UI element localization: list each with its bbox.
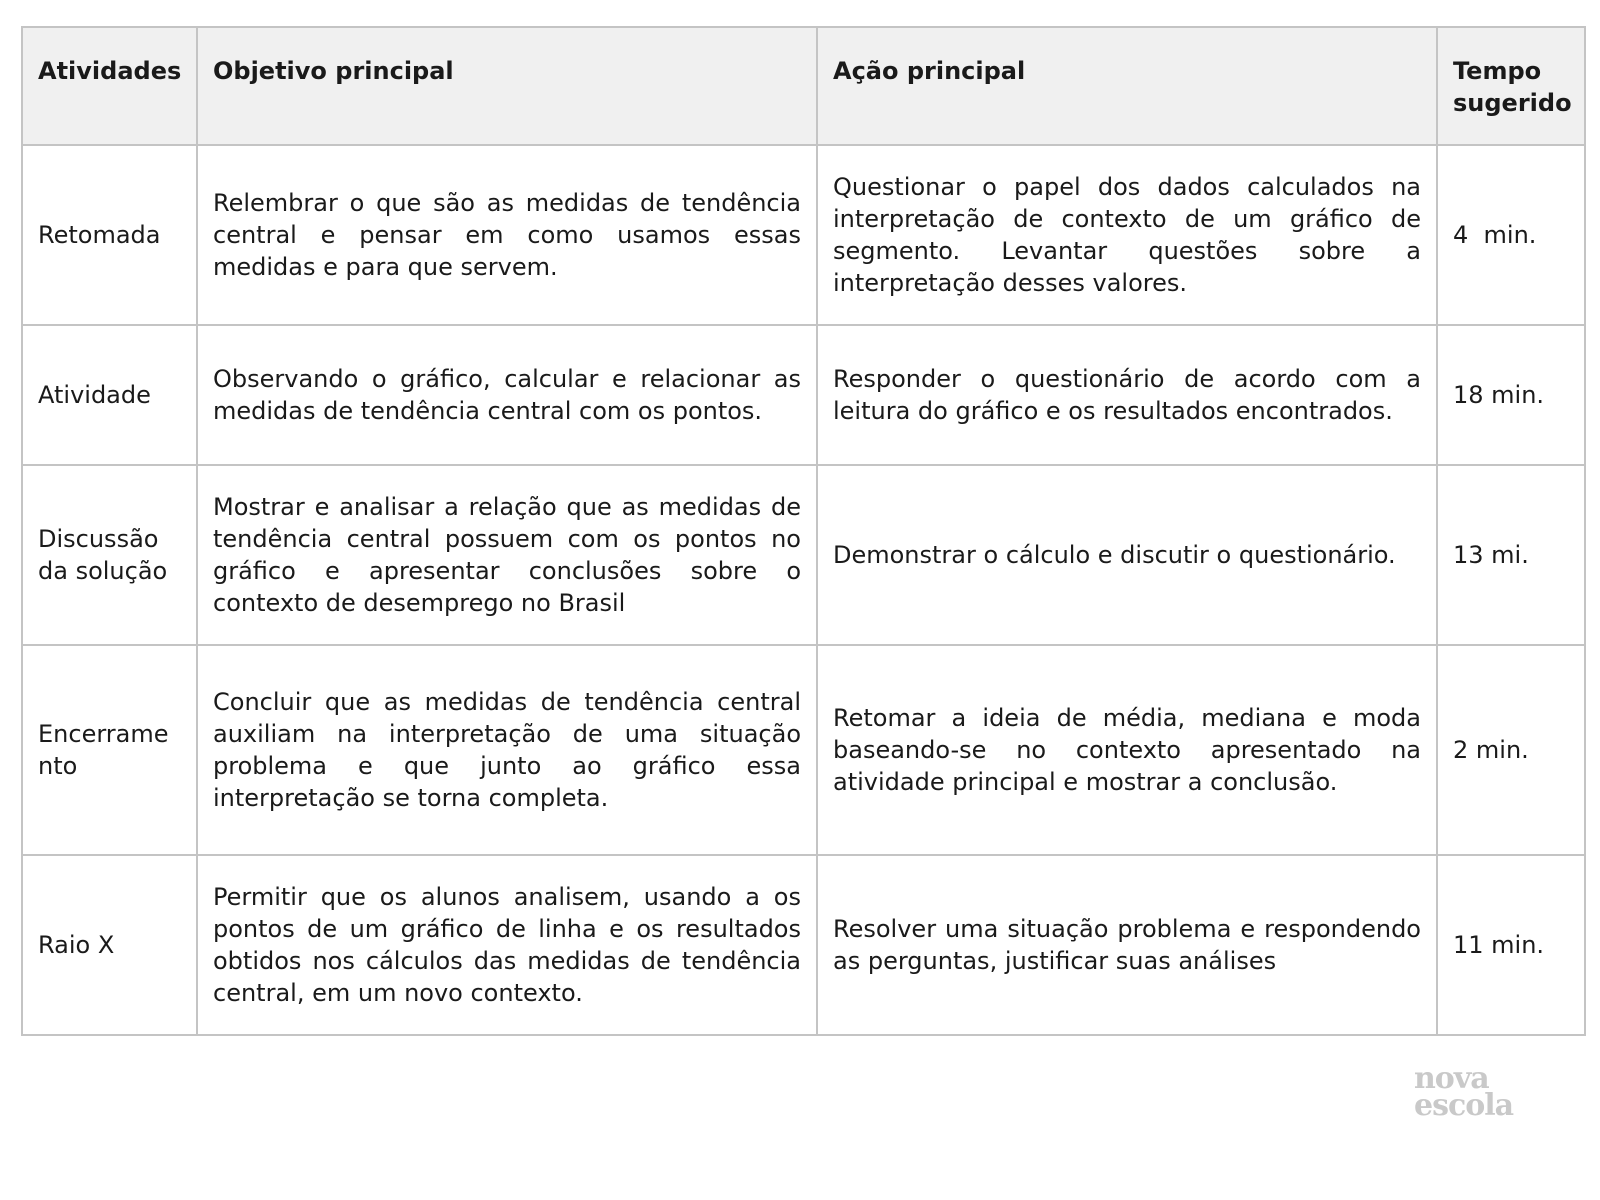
- cell-tempo: 11 min.: [1437, 855, 1585, 1035]
- cell-objetivo: Observando o gráfico, calcular e relacionar as medidas de tendência central com os pontos.: [197, 325, 817, 465]
- cell-objetivo: Relembrar o que são as medidas de tendência central e pensar em como usamos essas medidas e para que servem.: [197, 145, 817, 325]
- cell-objetivo: Mostrar e analisar a relação que as medidas de tendência central possuem com os pontos no gráfico e apresentar conclusões sobre o contexto de desemprego no Brasil: [197, 465, 817, 645]
- table-row: [22, 325, 1585, 465]
- cell-tempo: 2 min.: [1437, 645, 1585, 855]
- logo-line-escola: escola: [1414, 1088, 1514, 1123]
- table-row: [22, 855, 1585, 1035]
- nova-escola-logo: [1414, 1061, 1514, 1123]
- cell-tempo: 18 min.: [1437, 325, 1585, 465]
- cell-acao: Retomar a ideia de média, mediana e moda baseando-se no contexto apresentado na atividade principal e mostrar a conclusão.: [817, 645, 1437, 855]
- header-acao: Ação principal: [817, 27, 1437, 145]
- cell-atividade: Raio X: [22, 855, 197, 1035]
- header-row: [22, 27, 1585, 145]
- cell-tempo: 13 mi.: [1437, 465, 1585, 645]
- cell-atividade: Discussão da solução: [22, 465, 197, 645]
- cell-acao: Resolver uma situação problema e respondendo as perguntas, justificar suas análises: [817, 855, 1437, 1035]
- lesson-plan-table: [21, 26, 1586, 1036]
- cell-atividade: Atividade: [22, 325, 197, 465]
- header-objetivo: Objetivo principal: [197, 27, 817, 145]
- cell-acao: Questionar o papel dos dados calculados na interpretação de contexto de um gráfico de segmento. Levantar questões sobre a interpretação desses valores.: [817, 145, 1437, 325]
- header-atividades: Atividades: [22, 27, 197, 145]
- table-row: [22, 645, 1585, 855]
- cell-objetivo: Permitir que os alunos analisem, usando a os pontos de um gráfico de linha e os resultados obtidos nos cálculos das medidas de tendência central, em um novo contexto.: [197, 855, 817, 1035]
- table-row: [22, 145, 1585, 325]
- cell-acao: Demonstrar o cálculo e discutir o questionário.: [817, 465, 1437, 645]
- table-row: [22, 465, 1585, 645]
- logo-line-nova: nova: [1414, 1061, 1489, 1096]
- cell-tempo: 4 min.: [1437, 145, 1585, 325]
- cell-atividade: Retomada: [22, 145, 197, 325]
- cell-atividade: Encerrame nto: [22, 645, 197, 855]
- cell-objetivo: Concluir que as medidas de tendência central auxiliam na interpretação de uma situação problema e que junto ao gráfico essa interpretação se torna completa.: [197, 645, 817, 855]
- header-tempo: Tempo sugerido: [1437, 27, 1585, 145]
- cell-acao: Responder o questionário de acordo com a leitura do gráfico e os resultados encontrados.: [817, 325, 1437, 465]
